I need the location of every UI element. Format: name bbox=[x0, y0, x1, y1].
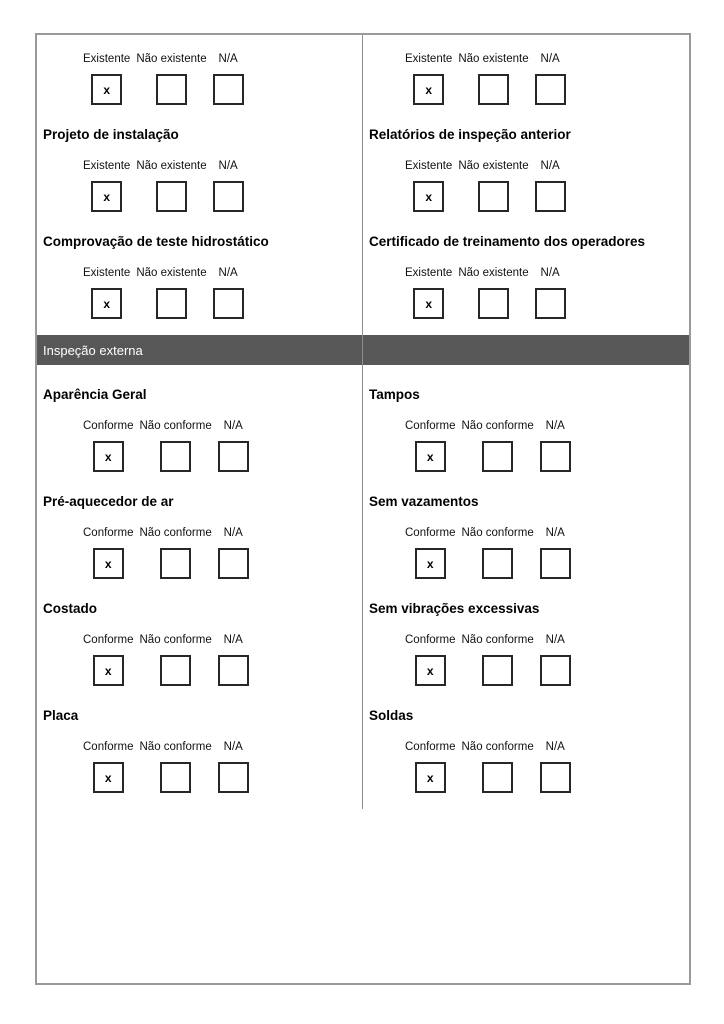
option-row bbox=[37, 741, 362, 793]
option-nao-existente[interactable] bbox=[136, 53, 206, 105]
option-conforme[interactable] bbox=[83, 634, 134, 686]
option-label: N/A bbox=[540, 267, 560, 279]
option-label: Existente bbox=[83, 160, 131, 172]
option-label: Conforme bbox=[405, 634, 456, 646]
option-label: Não conforme bbox=[461, 634, 534, 646]
option-na[interactable] bbox=[213, 53, 244, 105]
item-title: Sem vibrações excessivas bbox=[369, 601, 540, 616]
option-existente[interactable] bbox=[83, 53, 130, 105]
option-na[interactable] bbox=[218, 527, 249, 579]
checkbox-na[interactable] bbox=[218, 548, 249, 579]
option-nao-existente[interactable] bbox=[458, 160, 528, 212]
option-na[interactable] bbox=[540, 741, 571, 793]
option-label: N/A bbox=[218, 160, 238, 172]
option-nao-conforme[interactable] bbox=[462, 634, 534, 686]
option-label: N/A bbox=[545, 634, 565, 646]
checkbox-nao-conforme[interactable] bbox=[160, 762, 191, 793]
checkbox-na[interactable] bbox=[218, 655, 249, 686]
checkbox-nao-existente[interactable] bbox=[478, 74, 509, 105]
option-label: Não existente bbox=[458, 160, 529, 172]
option-label: Conforme bbox=[83, 420, 134, 432]
option-na[interactable] bbox=[535, 267, 566, 319]
checklist-cell-sem-vazamentos bbox=[363, 472, 689, 579]
checkbox-na[interactable] bbox=[540, 655, 571, 686]
documentation-grid bbox=[37, 35, 689, 335]
checklist-cell-relatorios-inspecao-anterior bbox=[363, 35, 689, 142]
checkbox-existente[interactable] bbox=[91, 288, 122, 319]
checkbox-mark: x bbox=[103, 189, 110, 204]
item-title: Tampos bbox=[369, 387, 420, 402]
checkbox-mark: x bbox=[425, 189, 432, 204]
option-row bbox=[363, 160, 689, 212]
option-na[interactable] bbox=[213, 267, 244, 319]
checkbox-nao-conforme[interactable] bbox=[482, 548, 513, 579]
checklist-band bbox=[37, 579, 689, 686]
checkbox-conforme[interactable] bbox=[415, 762, 446, 793]
option-label: Não conforme bbox=[461, 741, 534, 753]
option-label: Não existente bbox=[458, 53, 529, 65]
checklist-cell-projeto-instalacao bbox=[37, 35, 363, 142]
checkbox-nao-existente[interactable] bbox=[478, 288, 509, 319]
option-nao-existente[interactable] bbox=[458, 267, 528, 319]
checkbox-nao-existente[interactable] bbox=[156, 288, 187, 319]
option-label: Não existente bbox=[136, 267, 207, 279]
option-nao-conforme[interactable] bbox=[140, 741, 212, 793]
option-row bbox=[37, 634, 362, 686]
checkbox-mark: x bbox=[426, 663, 434, 678]
option-label: Existente bbox=[83, 53, 131, 65]
option-label: Não existente bbox=[136, 160, 207, 172]
checkbox-na[interactable] bbox=[218, 441, 249, 472]
item-title: Aparência Geral bbox=[43, 387, 147, 402]
checkbox-nao-existente[interactable] bbox=[478, 181, 509, 212]
checkbox-existente[interactable] bbox=[91, 74, 122, 105]
checkbox-mark: x bbox=[103, 296, 110, 311]
inspecao-externa-grid bbox=[37, 365, 689, 809]
option-na[interactable] bbox=[540, 634, 571, 686]
checkbox-na[interactable] bbox=[218, 762, 249, 793]
checkbox-conforme[interactable] bbox=[415, 441, 446, 472]
checkbox-nao-conforme[interactable] bbox=[482, 655, 513, 686]
checkbox-na[interactable] bbox=[540, 762, 571, 793]
option-na[interactable] bbox=[213, 160, 244, 212]
option-label: Conforme bbox=[405, 527, 456, 539]
option-label: Conforme bbox=[83, 527, 134, 539]
checkbox-mark: x bbox=[104, 770, 112, 785]
checkbox-existente[interactable] bbox=[413, 74, 444, 105]
spacer bbox=[37, 319, 362, 335]
checkbox-mark: x bbox=[104, 556, 112, 571]
section-header-right bbox=[363, 335, 689, 365]
option-label: Não conforme bbox=[139, 420, 212, 432]
option-existente[interactable] bbox=[405, 160, 452, 212]
option-na[interactable] bbox=[218, 741, 249, 793]
checkbox-conforme[interactable] bbox=[93, 655, 124, 686]
checklist-cell-costado bbox=[37, 579, 363, 686]
item-title: Placa bbox=[43, 708, 79, 723]
section-header-left bbox=[37, 335, 363, 365]
option-nao-conforme[interactable] bbox=[462, 741, 534, 793]
option-na[interactable] bbox=[540, 527, 571, 579]
checkbox-nao-conforme[interactable] bbox=[160, 548, 191, 579]
item-title: Soldas bbox=[369, 708, 414, 723]
checkbox-existente[interactable] bbox=[413, 288, 444, 319]
option-label: Conforme bbox=[405, 420, 456, 432]
option-nao-conforme[interactable] bbox=[462, 527, 534, 579]
spacer bbox=[363, 319, 689, 335]
option-label: Conforme bbox=[83, 634, 134, 646]
checkbox-nao-existente[interactable] bbox=[156, 181, 187, 212]
checkbox-na[interactable] bbox=[213, 288, 244, 319]
option-conforme[interactable] bbox=[405, 527, 456, 579]
checkbox-conforme[interactable] bbox=[415, 655, 446, 686]
option-label: N/A bbox=[545, 527, 565, 539]
checkbox-na[interactable] bbox=[535, 181, 566, 212]
option-label: N/A bbox=[223, 420, 243, 432]
option-label: N/A bbox=[545, 420, 565, 432]
item-title: Comprovação de teste hidrostático bbox=[43, 234, 269, 249]
section-header-inspecao-externa bbox=[37, 335, 689, 365]
checklist-band bbox=[37, 365, 689, 472]
option-label: N/A bbox=[223, 634, 243, 646]
checkbox-existente[interactable] bbox=[91, 181, 122, 212]
option-label: Não conforme bbox=[139, 741, 212, 753]
option-row bbox=[37, 527, 362, 579]
spacer bbox=[363, 793, 689, 809]
option-na[interactable] bbox=[218, 420, 249, 472]
checkbox-mark: x bbox=[426, 556, 434, 571]
option-nao-existente[interactable] bbox=[136, 267, 206, 319]
option-label: N/A bbox=[218, 267, 238, 279]
option-label: Existente bbox=[83, 267, 131, 279]
option-label: Não conforme bbox=[461, 527, 534, 539]
checklist-band bbox=[37, 249, 689, 335]
item-title: Sem vazamentos bbox=[369, 494, 479, 509]
option-conforme[interactable] bbox=[405, 420, 456, 472]
option-existente[interactable] bbox=[405, 267, 452, 319]
checklist-cell-trailing-left bbox=[37, 249, 363, 335]
option-nao-conforme[interactable] bbox=[140, 634, 212, 686]
item-title: Costado bbox=[43, 601, 97, 616]
option-label: Não existente bbox=[458, 267, 529, 279]
option-conforme[interactable] bbox=[83, 527, 134, 579]
checkbox-nao-existente[interactable] bbox=[156, 74, 187, 105]
option-label: Conforme bbox=[83, 741, 134, 753]
checkbox-na[interactable] bbox=[535, 288, 566, 319]
option-label: N/A bbox=[540, 160, 560, 172]
option-label: Existente bbox=[405, 53, 453, 65]
option-nao-existente[interactable] bbox=[136, 160, 206, 212]
option-label: N/A bbox=[223, 527, 243, 539]
checkbox-conforme[interactable] bbox=[93, 548, 124, 579]
checkbox-na[interactable] bbox=[213, 74, 244, 105]
checklist-cell-pre-aquecedor-de-ar bbox=[37, 472, 363, 579]
checkbox-mark: x bbox=[104, 449, 112, 464]
option-row bbox=[37, 420, 362, 472]
option-row bbox=[37, 53, 362, 105]
option-row bbox=[363, 527, 689, 579]
option-label: Não conforme bbox=[139, 527, 212, 539]
option-na[interactable] bbox=[535, 160, 566, 212]
option-row bbox=[363, 53, 689, 105]
option-nao-conforme[interactable] bbox=[140, 420, 212, 472]
option-conforme[interactable] bbox=[405, 634, 456, 686]
checklist-band bbox=[37, 686, 689, 809]
checkbox-mark: x bbox=[425, 82, 432, 97]
option-row bbox=[363, 267, 689, 319]
checklist-cell-tampos bbox=[363, 365, 689, 472]
option-label: Existente bbox=[405, 267, 453, 279]
checklist-cell-trailing-right bbox=[363, 249, 689, 335]
option-label: Não conforme bbox=[139, 634, 212, 646]
item-title: Relatórios de inspeção anterior bbox=[369, 127, 571, 142]
checkbox-nao-conforme[interactable] bbox=[482, 762, 513, 793]
item-title: Pré-aquecedor de ar bbox=[43, 494, 174, 509]
option-existente[interactable] bbox=[405, 53, 452, 105]
item-title: Projeto de instalação bbox=[43, 127, 179, 142]
option-na[interactable] bbox=[540, 420, 571, 472]
checkbox-nao-conforme[interactable] bbox=[160, 655, 191, 686]
option-na[interactable] bbox=[535, 53, 566, 105]
option-nao-conforme[interactable] bbox=[140, 527, 212, 579]
section-title: Inspeção externa bbox=[43, 342, 143, 358]
checklist-page bbox=[35, 33, 691, 985]
checklist-band bbox=[37, 35, 689, 142]
checkbox-mark: x bbox=[425, 296, 432, 311]
checkbox-mark: x bbox=[103, 82, 110, 97]
option-existente[interactable] bbox=[83, 267, 130, 319]
option-label: Conforme bbox=[405, 741, 456, 753]
checkbox-conforme[interactable] bbox=[93, 762, 124, 793]
item-title: Certificado de treinamento dos operadores bbox=[369, 234, 646, 249]
option-row bbox=[363, 634, 689, 686]
checklist-band bbox=[37, 472, 689, 579]
checkbox-na[interactable] bbox=[540, 548, 571, 579]
option-na[interactable] bbox=[218, 634, 249, 686]
option-label: N/A bbox=[545, 741, 565, 753]
option-label: N/A bbox=[218, 53, 238, 65]
option-row bbox=[37, 267, 362, 319]
checklist-cell-aparencia-geral bbox=[37, 365, 363, 472]
option-label: Não existente bbox=[136, 53, 207, 65]
checklist-cell-placa bbox=[37, 686, 363, 809]
checklist-cell-sem-vibracoes-excessivas bbox=[363, 579, 689, 686]
option-label: Não conforme bbox=[461, 420, 534, 432]
checkbox-na[interactable] bbox=[535, 74, 566, 105]
checkbox-mark: x bbox=[104, 663, 112, 678]
checkbox-na[interactable] bbox=[213, 181, 244, 212]
option-conforme[interactable] bbox=[83, 420, 134, 472]
checklist-band bbox=[37, 142, 689, 249]
checkbox-conforme[interactable] bbox=[93, 441, 124, 472]
checkbox-mark: x bbox=[426, 449, 434, 464]
option-conforme[interactable] bbox=[83, 741, 134, 793]
option-nao-existente[interactable] bbox=[458, 53, 528, 105]
checklist-cell-comprovacao-teste-hidrostatico bbox=[37, 142, 363, 249]
option-label: Existente bbox=[405, 160, 453, 172]
option-row bbox=[37, 160, 362, 212]
option-conforme[interactable] bbox=[405, 741, 456, 793]
checkbox-nao-conforme[interactable] bbox=[160, 441, 191, 472]
checklist-cell-soldas bbox=[363, 686, 689, 809]
checkbox-nao-conforme[interactable] bbox=[482, 441, 513, 472]
option-nao-conforme[interactable] bbox=[462, 420, 534, 472]
checklist-cell-certificado-treinamento-operadores bbox=[363, 142, 689, 249]
option-label: N/A bbox=[223, 741, 243, 753]
checkbox-conforme[interactable] bbox=[415, 548, 446, 579]
checkbox-existente[interactable] bbox=[413, 181, 444, 212]
option-row bbox=[363, 420, 689, 472]
checkbox-mark: x bbox=[426, 770, 434, 785]
option-existente[interactable] bbox=[83, 160, 130, 212]
option-row bbox=[363, 741, 689, 793]
checkbox-na[interactable] bbox=[540, 441, 571, 472]
option-label: N/A bbox=[540, 53, 560, 65]
